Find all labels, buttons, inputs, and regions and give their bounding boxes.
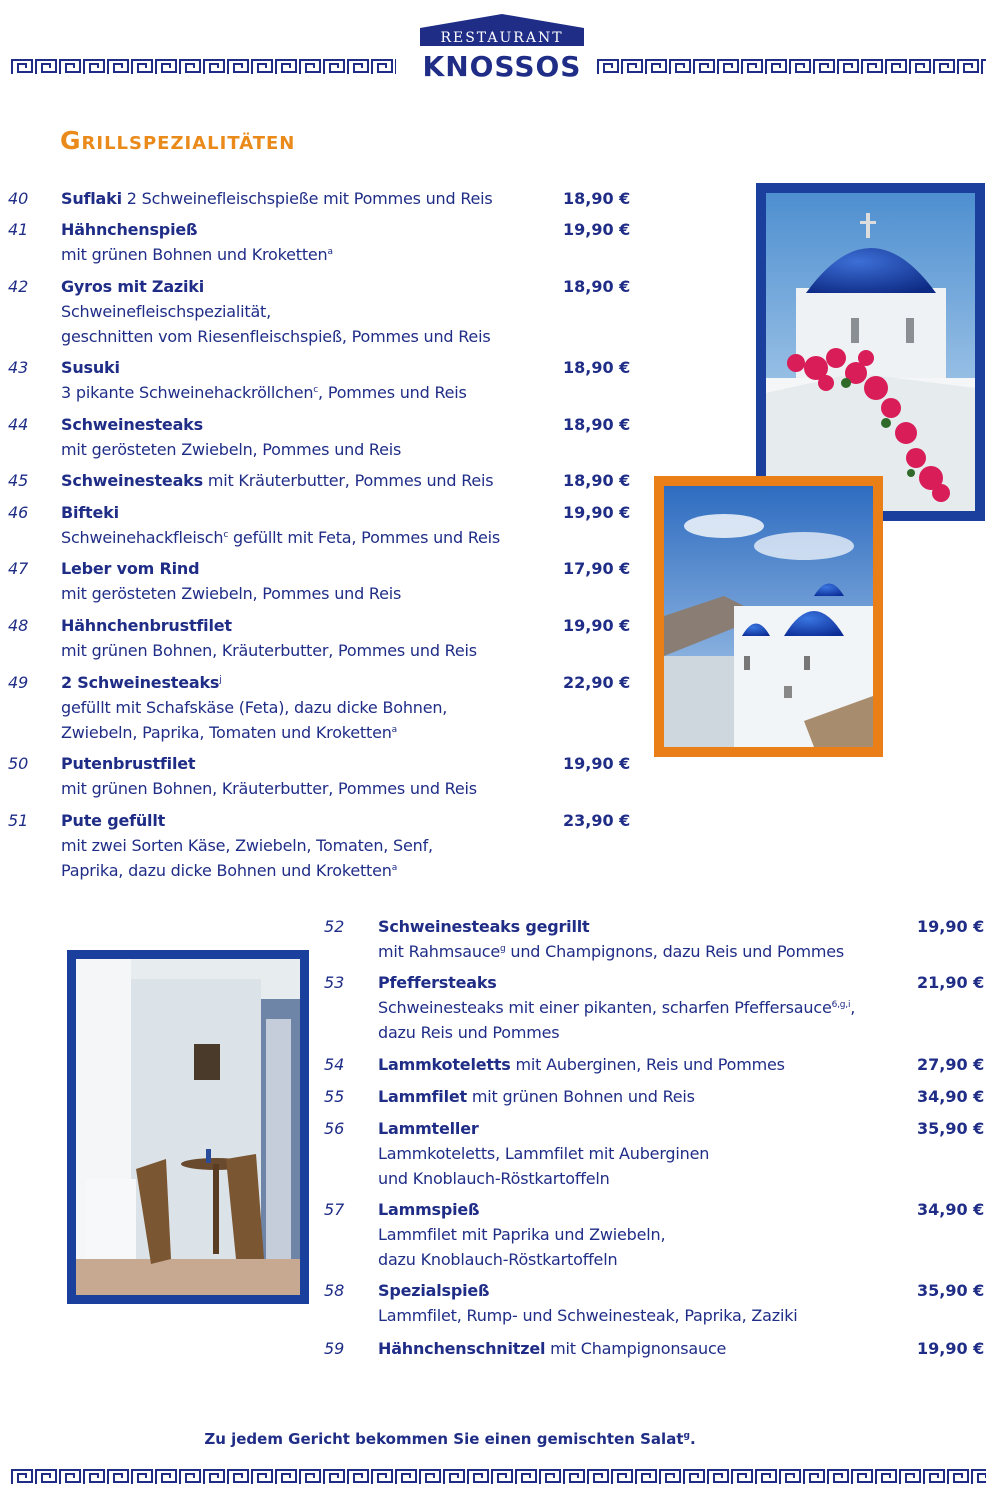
logo-restaurant-label: RESTAURANT: [440, 30, 564, 46]
footer-note-sup: g: [683, 1431, 690, 1441]
menu-item-desc: mit grünen Bohnen und Kroketten: [61, 245, 328, 264]
menu-item-number: 41: [8, 220, 29, 239]
menu-item-inline-desc: 2 Schweinefleischspieße mit Pommes und Reis: [121, 189, 493, 208]
menu-item-desc: Lammkoteletts, Lammfilet mit Auberginen: [378, 1144, 710, 1163]
menu-item-desc-line: [378, 1166, 709, 1191]
menu-item-name: 2 Schweinesteaks: [61, 673, 220, 692]
menu-item-text: [61, 274, 490, 349]
menu-item-number: 47: [8, 559, 29, 578]
menu-item-number: 55: [324, 1087, 345, 1106]
menu-item-number: 44: [8, 415, 29, 434]
menu-item-desc: ,: [850, 998, 856, 1017]
menu-item-price: 23,90 €: [563, 811, 631, 830]
menu-item-price: 18,90 €: [563, 471, 631, 490]
restaurant-logo: [420, 14, 584, 83]
meander-border-right: [596, 58, 986, 76]
menu-item-number: 46: [8, 503, 29, 522]
menu-item-desc-line: [61, 437, 401, 462]
menu-item-price: 17,90 €: [563, 559, 631, 578]
menu-item-title-line: [378, 970, 855, 995]
menu-item-desc: Lammfilet, Rump- und Schweinesteak, Paprika, Zaziki: [378, 1306, 798, 1325]
menu-item-price: 19,90 €: [563, 503, 631, 522]
menu-item-number: 57: [324, 1200, 345, 1219]
allergen-sup: a: [327, 247, 333, 257]
menu-item-desc-line: [61, 581, 401, 606]
menu-item-number: 52: [324, 917, 345, 936]
menu-item-price: 22,90 €: [563, 673, 631, 692]
menu-item-text: [61, 556, 401, 606]
menu-item-name: Hähnchenspieß: [61, 220, 198, 239]
menu-item-text: [61, 670, 447, 745]
menu-item-number: 54: [324, 1055, 345, 1074]
menu-item-title-line: [61, 670, 447, 695]
menu-item-text: [61, 355, 467, 405]
logo-name: KNOSSOS: [422, 50, 582, 83]
menu-item-name: Pute gefüllt: [61, 811, 166, 830]
menu-item-title-line: [61, 751, 477, 776]
menu-item-text: [61, 751, 477, 801]
menu-item-desc: Paprika, dazu dicke Bohnen und Kroketten: [61, 861, 392, 880]
menu-item-price: 35,90 €: [917, 1119, 985, 1138]
menu-item-price: 19,90 €: [917, 1339, 985, 1358]
menu-item-desc-line: [378, 1020, 855, 1045]
menu-item-title-line: [378, 1278, 798, 1303]
meander-border-bottom: [10, 1468, 986, 1486]
photo-santorini-village: [654, 476, 883, 757]
menu-item-title-line: [61, 808, 433, 833]
menu-item-text: [61, 468, 493, 493]
photo-blue-dome-church: [756, 183, 985, 521]
menu-item-desc-line: [61, 776, 477, 801]
menu-item-text: [378, 914, 844, 964]
menu-item-desc: Schweinefleischspezialität,: [61, 302, 272, 321]
menu-item-desc: dazu Knoblauch-Röstkartoffeln: [378, 1250, 618, 1269]
menu-item-text: [378, 1197, 665, 1272]
menu-item-text: [378, 1084, 695, 1109]
menu-item-name: Hähnchenschnitzel: [378, 1339, 546, 1358]
menu-item-price: 19,90 €: [563, 616, 631, 635]
menu-item-desc: gefüllt mit Feta, Pommes und Reis: [228, 528, 501, 547]
menu-item-title-line: [378, 914, 844, 939]
photo-interior-chairs: [67, 950, 309, 1304]
menu-item-number: 59: [324, 1339, 345, 1358]
menu-item-number: 50: [8, 754, 29, 773]
menu-item-name: Schweinesteaks gegrillt: [378, 917, 590, 936]
menu-item-desc: mit gerösteten Zwiebeln, Pommes und Reis: [61, 584, 402, 603]
photo-church-image: [766, 193, 975, 511]
menu-item-price: 34,90 €: [917, 1200, 985, 1219]
menu-item-title-line: [378, 1336, 726, 1361]
photo-interior-image: [76, 959, 300, 1295]
menu-item-title-line: [378, 1197, 665, 1222]
menu-item-desc: mit grünen Bohnen, Kräuterbutter, Pommes und Reis: [61, 779, 477, 798]
menu-item-number: 51: [8, 811, 29, 830]
menu-item-desc-line: [61, 525, 500, 550]
menu-item-number: 53: [324, 973, 345, 992]
menu-item-inline-desc: mit grünen Bohnen und Reis: [466, 1087, 695, 1106]
menu-item-name: Schweinesteaks: [61, 471, 203, 490]
menu-item-title-line: [378, 1084, 695, 1109]
menu-item-price: 18,90 €: [563, 358, 631, 377]
menu-item-price: 27,90 €: [917, 1055, 985, 1074]
menu-item-text: [61, 500, 500, 550]
menu-item-title-line: [61, 355, 467, 380]
menu-item-name: Lammspieß: [378, 1200, 480, 1219]
menu-item-name: Lammteller: [378, 1119, 479, 1138]
menu-item-text: [61, 808, 433, 883]
menu-item-price: 18,90 €: [563, 189, 631, 208]
menu-item-number: 45: [8, 471, 29, 490]
menu-item-desc: Schweinehackfleisch: [61, 528, 224, 547]
menu-item-text: [61, 613, 477, 663]
menu-item-desc: gefüllt mit Schafskäse (Feta), dazu dicke Bohnen,: [61, 698, 448, 717]
menu-item-title-line: [61, 186, 493, 211]
menu-item-desc-line: [61, 299, 490, 324]
menu-item-desc: Lammfilet mit Paprika und Zwiebeln,: [378, 1225, 666, 1244]
menu-item-text: [378, 1052, 785, 1077]
menu-item-name: Putenbrustfilet: [61, 754, 196, 773]
menu-item-name: Hähnchenbrustfilet: [61, 616, 232, 635]
footer-note: [140, 1430, 760, 1448]
menu-item-inline-desc: mit Champignonsauce: [545, 1339, 727, 1358]
allergen-sup: j: [219, 675, 222, 685]
footer-note-text: Zu jedem Gericht bekommen Sie einen gemischten Salat: [204, 1430, 684, 1448]
menu-item-text: [61, 412, 401, 462]
allergen-sup: c: [223, 530, 229, 540]
allergen-sup: g: [500, 944, 506, 954]
menu-item-desc-line: [61, 380, 467, 405]
menu-item-title-line: [61, 556, 401, 581]
menu-item-title-line: [61, 613, 477, 638]
menu-item-title-line: [61, 412, 401, 437]
menu-item-desc: Schweinesteaks mit einer pikanten, scharfen Pfeffersauce: [378, 998, 832, 1017]
menu-item-desc-line: [61, 833, 433, 858]
menu-item-text: [378, 970, 855, 1045]
menu-item-desc-line: [378, 1247, 665, 1272]
menu-item-desc: Zwiebeln, Paprika, Tomaten und Kroketten: [61, 723, 392, 742]
menu-item-price: 19,90 €: [917, 917, 985, 936]
menu-item-desc-line: [378, 1141, 709, 1166]
allergen-sup: c: [313, 385, 319, 395]
menu-item-number: 42: [8, 277, 29, 296]
menu-item-name: Lammfilet: [378, 1087, 467, 1106]
menu-item-desc-line: [378, 939, 844, 964]
menu-item-number: 58: [324, 1281, 345, 1300]
menu-item-number: 48: [8, 616, 29, 635]
menu-item-text: [378, 1278, 798, 1328]
menu-item-text: [378, 1116, 709, 1191]
menu-item-name: Pfeffersteaks: [378, 973, 497, 992]
menu-item-desc: mit zwei Sorten Käse, Zwiebeln, Tomaten, Senf,: [61, 836, 433, 855]
photo-village-image: [664, 486, 873, 747]
menu-item-inline-desc: mit Auberginen, Reis und Pommes: [510, 1055, 785, 1074]
menu-item-number: 56: [324, 1119, 345, 1138]
menu-item-desc: mit gerösteten Zwiebeln, Pommes und Reis: [61, 440, 402, 459]
menu-item-desc: , Pommes und Reis: [318, 383, 467, 402]
menu-item-desc-line: [378, 995, 855, 1020]
menu-item-desc: dazu Reis und Pommes: [378, 1023, 560, 1042]
menu-item-desc-line: [378, 1303, 798, 1328]
menu-item-text: [61, 217, 333, 267]
menu-item-price: 21,90 €: [917, 973, 985, 992]
menu-item-desc: 3 pikante Schweinehackröllchen: [61, 383, 314, 402]
menu-item-name: Bifteki: [61, 503, 119, 522]
menu-item-price: 34,90 €: [917, 1087, 985, 1106]
menu-item-desc: mit Rahmsauce: [378, 942, 501, 961]
allergen-sup: a: [391, 725, 397, 735]
menu-item-price: 19,90 €: [563, 754, 631, 773]
menu-item-inline-desc: mit Kräuterbutter, Pommes und Reis: [202, 471, 494, 490]
menu-item-price: 18,90 €: [563, 415, 631, 434]
menu-item-title-line: [61, 274, 490, 299]
menu-item-title-line: [378, 1052, 785, 1077]
menu-item-number: 40: [8, 189, 29, 208]
menu-item-desc-line: [61, 324, 490, 349]
menu-item-price: 19,90 €: [563, 220, 631, 239]
allergen-sup: a: [391, 863, 398, 873]
menu-item-price: 18,90 €: [563, 277, 631, 296]
menu-item-title-line: [378, 1116, 709, 1141]
allergen-sup: 6,g,i: [831, 1000, 851, 1010]
menu-item-text: [378, 1336, 726, 1361]
menu-item-desc-line: [378, 1222, 665, 1247]
menu-item-name: Suflaki: [61, 189, 122, 208]
menu-item-name: Susuki: [61, 358, 120, 377]
menu-item-name: Spezialspieß: [378, 1281, 490, 1300]
menu-item-desc: und Knoblauch-Röstkartoffeln: [378, 1169, 610, 1188]
menu-item-desc: und Champignons, dazu Reis und Pommes: [505, 942, 845, 961]
menu-item-desc-line: [61, 695, 447, 720]
menu-item-title-line: [61, 500, 500, 525]
menu-item-desc: geschnitten vom Riesenfleischspieß, Pommes und Reis: [61, 327, 491, 346]
footer-note-end: .: [689, 1430, 696, 1448]
section-title: Grillspezialitäten: [60, 126, 296, 155]
menu-item-desc-line: [61, 720, 447, 745]
menu-item-title-line: [61, 217, 333, 242]
menu-item-number: 43: [8, 358, 29, 377]
menu-item-price: 35,90 €: [917, 1281, 985, 1300]
menu-item-desc: mit grünen Bohnen, Kräuterbutter, Pommes und Reis: [61, 641, 477, 660]
menu-item-text: [61, 186, 493, 211]
menu-item-name: Leber vom Rind: [61, 559, 200, 578]
menu-item-desc-line: [61, 858, 433, 883]
menu-item-desc-line: [61, 242, 333, 267]
menu-item-desc-line: [61, 638, 477, 663]
menu-item-number: 49: [8, 673, 29, 692]
menu-item-name: Gyros mit Zaziki: [61, 277, 205, 296]
menu-item-name: Schweinesteaks: [61, 415, 203, 434]
menu-item-name: Lammkoteletts: [378, 1055, 511, 1074]
meander-border-left: [10, 58, 396, 76]
menu-item-title-line: [61, 468, 493, 493]
